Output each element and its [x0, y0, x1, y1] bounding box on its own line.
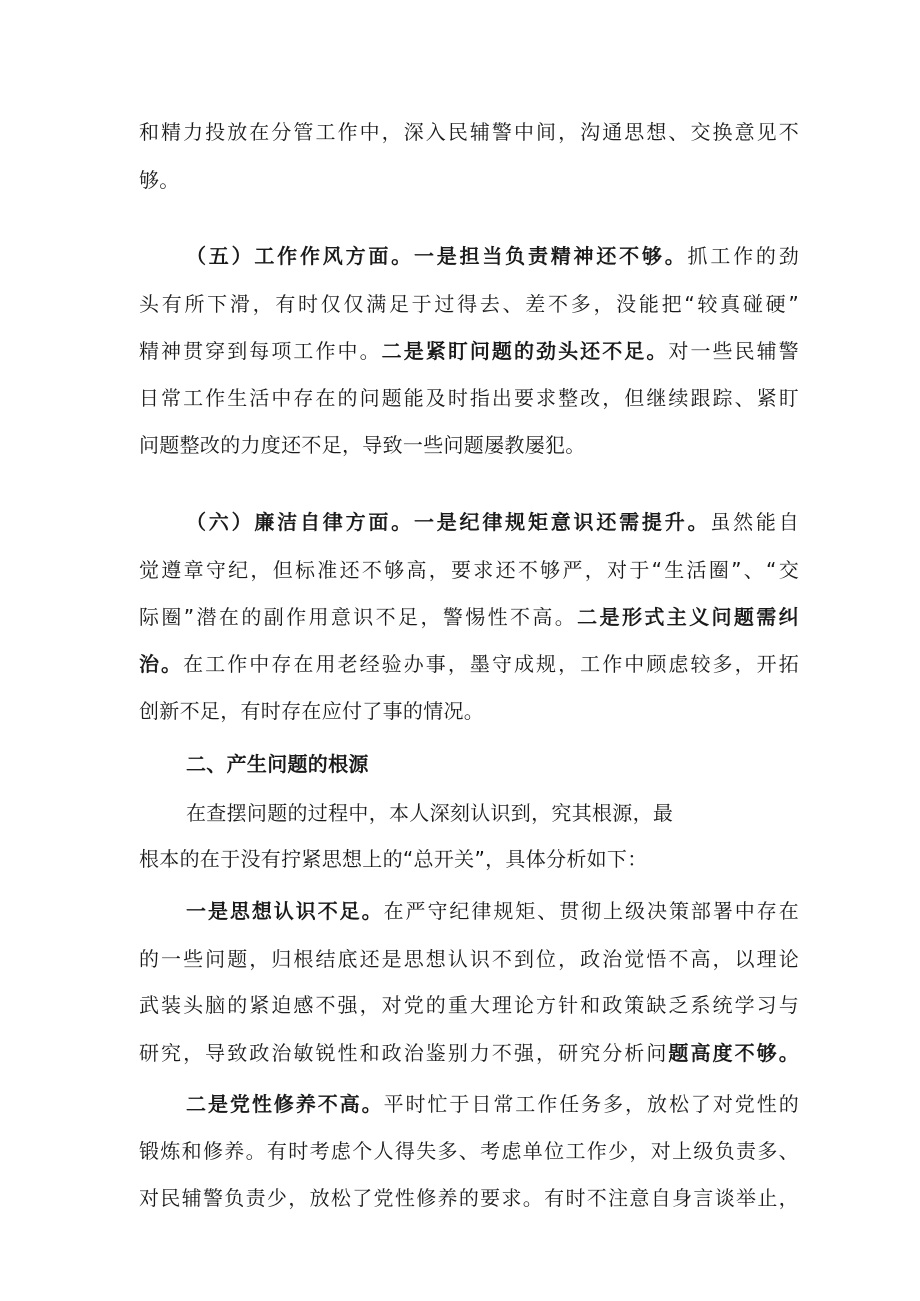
- section-six-first-line: （六）廉洁自律方面。一是纪律规矩意识还需提升。虽然能自: [186, 510, 800, 534]
- paragraph-line: 头有所下滑，有时仅仅满足于过得去、差不多，没能把“较真碰硬”: [139, 292, 799, 316]
- paragraph-line: 日常工作生活中存在的问题能及时指出要求整改，但继续跟踪、紧盯: [139, 386, 799, 410]
- paragraph-line: 问题整改的力度还不足，导致一些问题屡教屡犯。: [139, 433, 586, 457]
- bold-point: 一是思想认识不足。: [186, 899, 384, 923]
- section-five-first-line: （五）工作作风方面。一是担当负责精神还不够。抓工作的劲: [186, 244, 800, 268]
- section-six-heading: （六）廉洁自律方面。: [186, 510, 414, 534]
- paragraph-line: 际圈”潜在的副作用意识不足，警惕性不高。二是形式主义问题需纠: [139, 605, 799, 629]
- bold-point: 一是纪律规矩意识还需提升。: [413, 510, 711, 534]
- paragraph-line: 够。: [139, 168, 180, 192]
- bold-point: 二是紧盯问题的劲头还不足。: [381, 339, 669, 363]
- paragraph-line: 研究，导致政治敏锐性和政治鉴别力不强，研究分析问题高度不够。: [139, 1041, 799, 1065]
- bold-point: 二是形式主义问题需纠: [577, 605, 799, 629]
- paragraph-line: 治。在工作中存在用老经验办事，墨守成规，工作中顾虑较多，开拓: [139, 652, 799, 676]
- paragraph-line: 在查摆问题的过程中，本人深刻认识到，究其根源，最: [186, 801, 674, 825]
- bold-point: 题高度不够。: [668, 1041, 799, 1065]
- paragraph-line: 对民辅警负责少，放松了党性修养的要求。有时不注意自身言谈举止，: [139, 1186, 799, 1210]
- paragraph-line: 的一些问题，归根结底还是思想认识不到位，政治觉悟不高，以理论: [139, 947, 799, 971]
- paragraph-line: 武装头脑的紧迫感不强，对党的重大理论方针和政策缺乏系统学习与: [139, 993, 799, 1017]
- bold-point: 治。: [139, 652, 184, 676]
- paragraph-line: 和精力投放在分管工作中，深入民辅警中间，沟通思想、交换意见不: [139, 120, 799, 144]
- paragraph-line: 锻炼和修养。有时考虑个人得失多、考虑单位工作少，对上级负责多、: [139, 1139, 799, 1163]
- bold-point: 二是党性修养不高。: [186, 1092, 384, 1116]
- bold-point: 一是担当负责精神还不够。: [413, 244, 688, 268]
- section-two-title: 二、产生问题的根源: [186, 752, 369, 776]
- paragraph-line: 二是党性修养不高。平时忙于日常工作任务多，放松了对党性的: [186, 1092, 800, 1116]
- paragraph-line: 根本的在于没有拧紧思想上的“总开关”，具体分析如下：: [139, 847, 648, 871]
- section-five-heading: （五）工作作风方面。: [186, 244, 414, 268]
- paragraph-line: 创新不足，有时存在应付了事的情况。: [139, 699, 485, 723]
- paragraph-line: 一是思想认识不足。在严守纪律规矩、贯彻上级决策部署中存在: [186, 899, 800, 923]
- paragraph-line: 精神贯穿到每项工作中。二是紧盯问题的劲头还不足。对一些民辅警: [139, 339, 799, 363]
- paragraph-line: 觉遵章守纪，但标准还不够高，要求还不够严，对于“生活圈”、“交: [139, 558, 799, 582]
